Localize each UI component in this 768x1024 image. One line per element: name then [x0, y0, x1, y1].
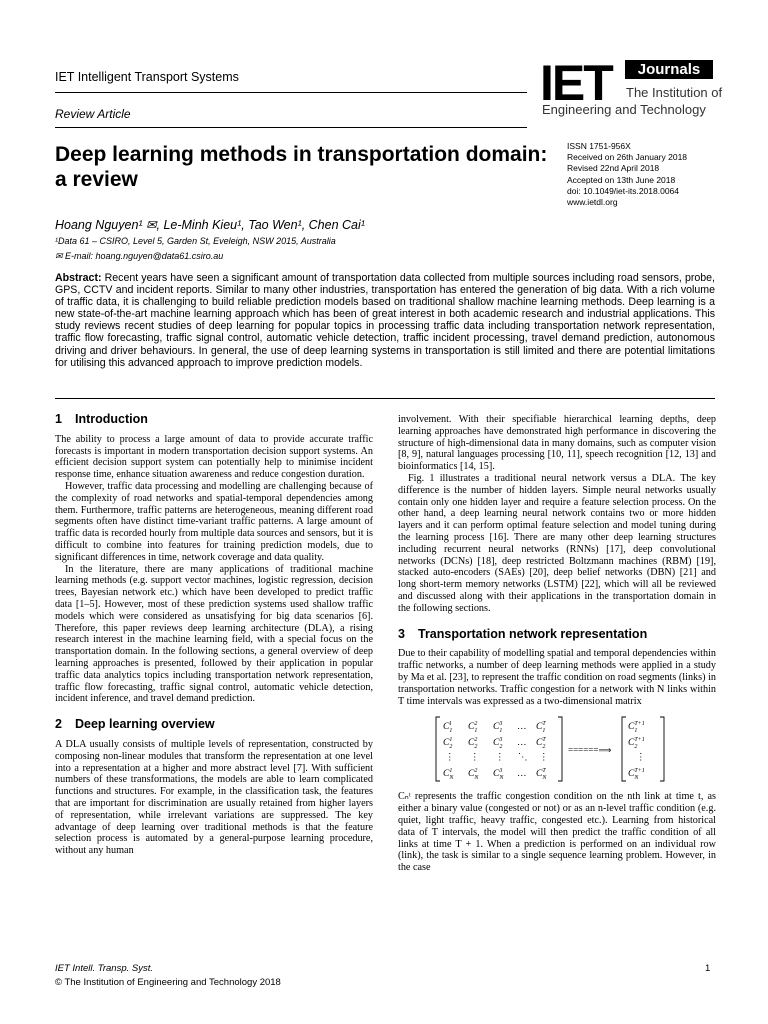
issn: ISSN 1751-956X: [567, 141, 631, 151]
svg-text:⋮: ⋮: [636, 753, 646, 764]
svg-text:C12: $C_12$: [468, 721, 478, 735]
svg-text:⋱: ⋱: [518, 753, 528, 764]
doi: doi: 10.1049/iet-its.2018.0064: [567, 185, 680, 196]
svg-text:…: …: [517, 722, 527, 733]
svg-text:C21: $C_21$: [443, 737, 453, 751]
abstract-label: Abstract:: [55, 272, 102, 284]
website: www.ietdl.org: [567, 197, 618, 208]
article-type: Review Article: [55, 107, 131, 121]
svg-text:CN3: $C_N3$: [493, 768, 504, 782]
overview-paragraph: Fig. 1 illustrates a traditional neural network versus a DLA. The key difference is the number of hidden layers. Simple neural networks usually contain only one hidden layer and require a feature selection process. On the other hand, a deep learning neural network contains two or more hidden layers and it can perform optimal feature selection and model tuning during the learning process [16]. There are many other deep learning structures including recurrent neural networks (RNNs) [17], deep convolutional networks (DCNs) [18], deep restricted Boltzmann machines (RBM) [19], stacked auto-encoders (SAEs) [20], deep belief networks (DBN) [21] and long short-term memory networks (LSTM) [22], which will all be reviewed and discussed along with their applications in the transportation domain in the following sections.: [398, 472, 716, 614]
svg-text:C1T+1: $C_1T+1$: [628, 721, 645, 735]
congestion-matrix-equation: [398, 713, 716, 785]
svg-text:C11: $C_11$: [443, 721, 452, 735]
accepted-date: Accepted on 13th June 2018: [567, 174, 676, 185]
svg-text:CNT: $C_NT$: [536, 768, 547, 782]
section-heading-network-representation: 3 Transportation network representation: [398, 626, 648, 641]
svg-text:CNT+1: $C_NT+1$: [628, 768, 645, 782]
svg-text:⋮: ⋮: [445, 753, 455, 764]
svg-text:…: …: [517, 738, 527, 749]
footer-journal-abbr: IET Intell. Transp. Syst.: [55, 963, 154, 974]
intro-paragraph: However, traffic data processing and modelling are challenging because of the complexity of road networks and spatial-temporal dependencies among them. Furthermore, traffic patterns are heterogeneous, meaning different road segments often have distinct time-variant traffic patterns. A large amount of traffic data is recorded hourly from multiple data sources and sensors, but it is difficult to combine into features for training prediction models, due to significant differences in time, network coverage and data quality.: [55, 480, 373, 563]
footer-copyright: © The Institution of Engineering and Technology 2018: [55, 977, 281, 988]
right-column: [398, 414, 716, 874]
network-paragraph: Due to their capability of modelling spatial and temporal dependencies within traffic networks, a number of deep learning methods were applied in a study by Ma et al. [23], to represent the traffic condition on road segments (links) in transportation networks. Traffic congestion for a network with N links within T time intervals was expressed as a two-dimensional matrix: [398, 648, 716, 707]
logo-journals-badge: Journals: [625, 60, 713, 79]
revised-date: Revised 22nd April 2018: [567, 163, 660, 174]
logo-institution-line2: Engineering and Technology: [542, 102, 706, 117]
svg-text:C23: $C_23$: [493, 737, 503, 751]
page-number: 1: [705, 963, 711, 974]
overview-paragraph: involvement. With their specifiable hierarchical learning depths, deep learning approaches have demonstrated high performance in discovering the structure of high-dimensional data in many domains, such as computer vision [8, 9], natural languages processing [10, 11], speech recognition [12, 13] and bioinformatics [14, 15].: [398, 414, 716, 473]
affiliation: ¹Data 61 – CSIRO, Level 5, Garden St, Eveleigh, NSW 2015, Australia: [55, 236, 336, 246]
intro-paragraph: The ability to process a large amount of data to provide accurate traffic forecasts is important in modern transportation decision support systems. An efficient decision support system can potentially help to minimise incident response time, enhance situation awareness and reduce congestion duration.: [55, 433, 373, 481]
iet-journals-logo: [540, 55, 723, 122]
svg-text:…: …: [517, 769, 527, 780]
abstract-text: Recent years have seen a significant amount of transportation data collected from multiple sources including road sensors, probe, GPS, CCTV and incident reports. Similar to many other industries, transportation has entered the generation of big data. With a rich volume of traffic data, it is challenging to build reliable prediction models based on traditional shallow machine learning methods. Deep learning is a new state-of-the-art machine learning approach which has been of great interest in both academic research and industrial applications. This study reviews recent studies of deep learning for popular topics in processing traffic data including transportation network representation, traffic flow forecasting, traffic signal control, automatic vehicle detection, traffic incident processing, travel demand prediction, autonomous driving and driver behaviours. In general, the use of deep learning systems in transportation is still limited and there are potential limitations for utilising this advanced approach to improve prediction models.: [55, 272, 715, 369]
header-rule: [55, 92, 527, 93]
section-heading-overview: 2 Deep learning overview: [55, 717, 215, 732]
left-column: [55, 414, 373, 857]
abstract: [55, 272, 715, 369]
svg-text:CN2: $C_N2$: [468, 768, 479, 782]
svg-text:⋮: ⋮: [539, 753, 549, 764]
svg-text:C2T: $C_2T$: [536, 737, 546, 751]
svg-text:C22: $C_22$: [468, 737, 478, 751]
authors: Hoang Nguyen¹ ✉, Le-Minh Kieu¹, Tao Wen¹, Chen Cai¹: [55, 218, 365, 232]
logo-iet-mark: IET: [540, 55, 612, 111]
logo-institution-line1: The Institution of: [626, 85, 723, 100]
section-heading-introduction: 1 Introduction: [55, 412, 148, 426]
svg-text:CN1: $C_N1$: [443, 768, 454, 782]
network-paragraph: Cₙᵗ represents the traffic congestion condition on the nth link at time t, as either a binary value (congested or not) or as an n-level traffic condition (e.g. quiet, light traffic, heavy traffic, congested etc.). Learning from historical data of T intervals, the model will then predict the traffic condition of all links at time T + 1. When a prediction is performed on an individual row (link), the task is similar to a single sequence learning problem. However, in the case: [398, 791, 716, 874]
svg-text:C2T+1: $C_2T+1$: [628, 737, 645, 751]
svg-text:======⟹: ======⟹: [568, 745, 612, 756]
svg-text:⋮: ⋮: [495, 753, 505, 764]
svg-text:C1T: $C_1T$: [536, 721, 546, 735]
abstract-rule: [55, 398, 715, 399]
svg-text:C13: $C_13$: [493, 721, 503, 735]
svg-text:⋮: ⋮: [470, 753, 480, 764]
header-rule-2: [55, 127, 527, 128]
journal-name: IET Intelligent Transport Systems: [55, 70, 239, 84]
email-contact: ✉ E-mail: hoang.nguyen@data61.csiro.au: [55, 251, 224, 261]
intro-paragraph: In the literature, there are many applications of traditional machine learning methods (e.g. support vector machines, logistic regression, decision trees, Bayesian network etc.) which have been developed to predict traffic data [1–5]. However, most of these prediction systems used shallow traffic models which were considered as unsatisfying for big data scenarios [6]. Therefore, this paper reviews deep learning architecture (DLA), a rising research interest in the machine learning field, with a special focus on the transportation domain. In the following sections, a general overview of deep learning approaches is presented, followed by their application in popular traffic data analytics topics including transportation network representation, traffic flow forecasting, traffic signal control, automatic vehicle detection, incident inference, and travel demand prediction.: [55, 563, 373, 705]
received-date: Received on 26th January 2018: [567, 152, 688, 163]
overview-paragraph: A DLA usually consists of multiple levels of representation, constructed by composing non-linear modules that transform the representation at one level into a representation at a higher and more abstract level [7]. With sufficient numbers of these transformations, the models are able to learn complicated functions and structures. For example, in the classification task, the features that are important for discrimination are usually retained from higher layers of representation, while irrelevant variations are suppressed. The key advantage of deep learning over traditional methods is that the feature selection process is automated by a general-purpose learning procedure, without any human: [55, 738, 373, 857]
article-meta: [567, 141, 687, 208]
paper-title: Deep learning methods in transportation domain: a review: [55, 143, 548, 191]
